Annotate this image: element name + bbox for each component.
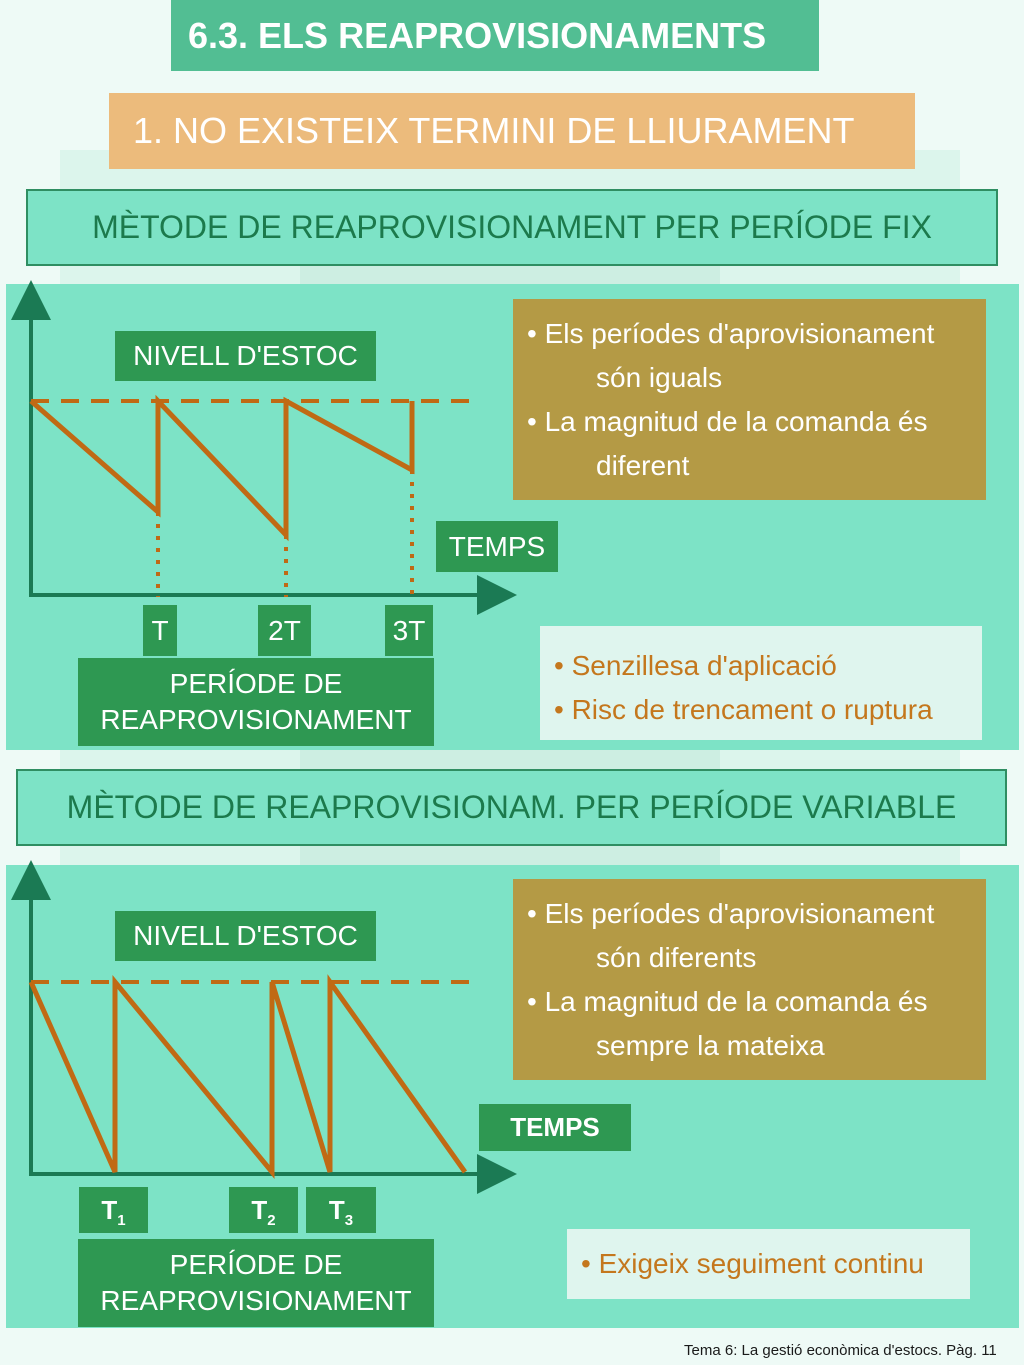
fixed-feature-1-cont: són iguals bbox=[596, 362, 723, 393]
footer-text: Tema 6: La gestió econòmica d'estocs. Pàg. 11 bbox=[684, 1342, 997, 1359]
fixed-feature-2: • La magnitud de la comanda és bbox=[527, 406, 928, 437]
variable-stock-line bbox=[31, 982, 465, 1172]
fixed-tick-3t: 3T bbox=[385, 605, 433, 656]
fixed-feature-2-cont: diferent bbox=[596, 450, 690, 481]
fixed-tick-t: T bbox=[143, 605, 177, 656]
variable-feature-2: • La magnitud de la comanda és bbox=[527, 986, 928, 1017]
variable-tick-t3: $T_3$ bbox=[306, 1187, 376, 1233]
variable-period-label-line1: PERÍODE DE bbox=[169, 1249, 343, 1280]
fixed-pro: • Senzillesa d'aplicació bbox=[554, 650, 837, 681]
variable-pros-cons-box bbox=[567, 1229, 970, 1299]
variable-x-axis-label: TEMPS bbox=[479, 1104, 631, 1151]
variable-feature-2-cont: sempre la mateixa bbox=[596, 1030, 825, 1061]
fixed-con: • Risc de trencament o ruptura bbox=[554, 694, 933, 725]
variable-feature-1-cont: són diferents bbox=[596, 942, 757, 973]
fixed-tick-2t: 2T bbox=[258, 605, 311, 656]
fixed-period-label-line1: PERÍODE DE bbox=[169, 668, 343, 699]
fixed-y-axis-label: NIVELL D'ESTOC bbox=[115, 331, 376, 381]
variable-period-label-line2: REAPROVISIONAMENT bbox=[100, 1285, 412, 1316]
section-subtitle: 1. NO EXISTEIX TERMINI DE LLIURAMENT bbox=[109, 93, 915, 169]
fixed-method-title: MÈTODE DE REAPROVISIONAMENT PER PERÍODE FIX bbox=[26, 189, 998, 266]
variable-features-box bbox=[513, 879, 986, 1080]
variable-y-axis-label: NIVELL D'ESTOC bbox=[115, 911, 376, 961]
page-title: 6.3. ELS REAPROVISIONAMENTS bbox=[171, 0, 819, 71]
fixed-period-label-line2: REAPROVISIONAMENT bbox=[100, 704, 412, 735]
variable-con: • Exigeix seguiment continu bbox=[581, 1248, 924, 1279]
fixed-feature-1: • Els períodes d'aprovisionament bbox=[527, 318, 935, 349]
variable-tick-t1: $T_1$ bbox=[79, 1187, 148, 1233]
variable-method-title: MÈTODE DE REAPROVISIONAM. PER PERÍODE VARIABLE bbox=[16, 769, 1007, 846]
variable-tick-t2: $T_2$ bbox=[229, 1187, 298, 1233]
variable-feature-1: • Els períodes d'aprovisionament bbox=[527, 898, 935, 929]
fixed-x-axis-label: TEMPS bbox=[436, 521, 558, 572]
variable-period-label bbox=[78, 1239, 434, 1327]
